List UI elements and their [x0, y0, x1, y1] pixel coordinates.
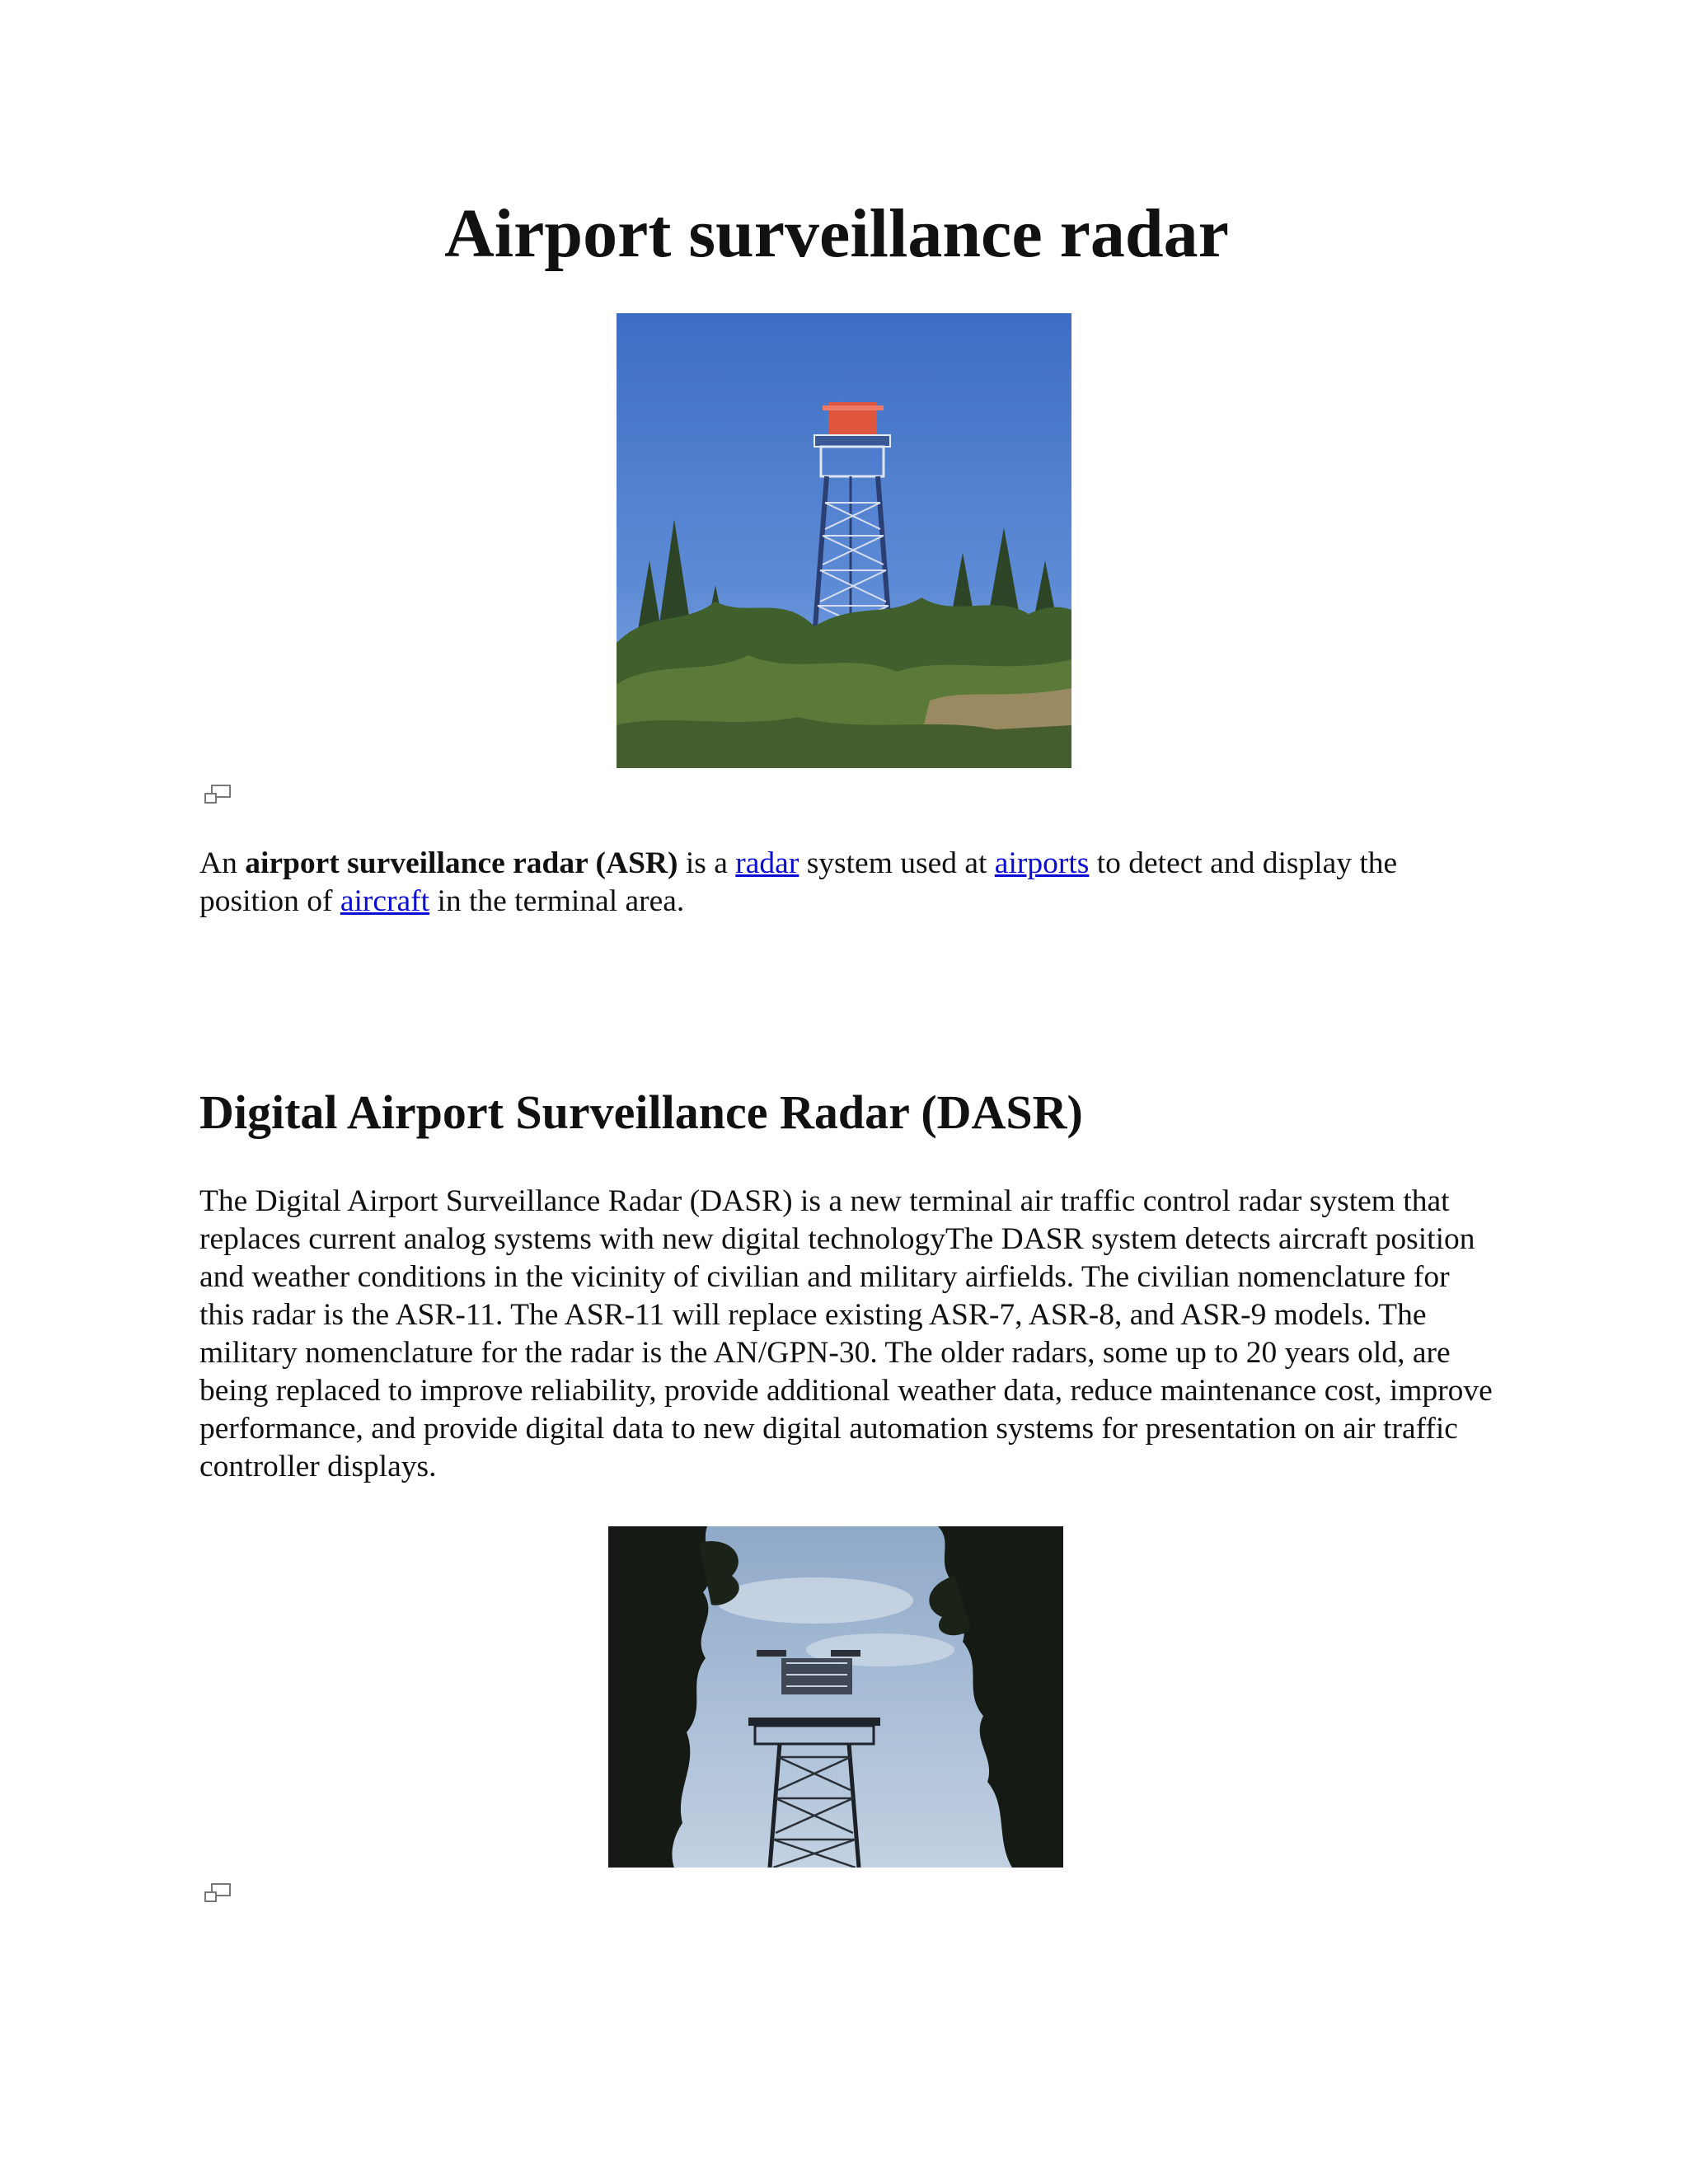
intro-tail: in the terminal area.: [429, 884, 685, 918]
enlarge-icon[interactable]: [203, 783, 232, 806]
link-airports[interactable]: airports: [994, 846, 1090, 880]
section-heading-dasr: Digital Airport Surveillance Radar (DASR): [199, 1085, 1083, 1139]
intro-term: airport surveillance radar (ASR): [245, 846, 678, 880]
dasr-paragraph: The Digital Airport Surveillance Radar (DASR) is a new terminal air traffic control radar system that replaces current analog systems with new digital technologyThe DASR system detects aircraft position and weather conditions in the vicinity of civilian and military airfields. The civilian nomenclature for this radar is the ASR-11. The ASR-11 will replace existing ASR-7, ASR-8, and ASR-9 models. The military nomenclature for the radar is the AN/GPN-30. The older radars, some up to 20 years old, are being replaced to improve reliability, provide additional weather data, reduce maintenance cost, improve performance, and provide digital data to new digital automation systems for presentation on air traffic controller displays.: [199, 1184, 1493, 1483]
asr-radar-tower-photo: [617, 313, 1071, 768]
dasr-radar-tower-photo: [608, 1526, 1063, 1868]
intro-after-term: is a: [678, 846, 736, 880]
link-radar[interactable]: radar: [735, 846, 799, 880]
intro-mid: system used at: [799, 846, 995, 880]
intro-lead: An: [199, 846, 246, 880]
intro-paragraph: [199, 845, 1502, 921]
page-title: Airport surveillance radar: [444, 195, 1229, 272]
intro-after-airports: to detect and display the position of: [199, 846, 1398, 918]
enlarge-icon[interactable]: [203, 1882, 232, 1905]
link-aircraft[interactable]: aircraft: [340, 884, 430, 918]
